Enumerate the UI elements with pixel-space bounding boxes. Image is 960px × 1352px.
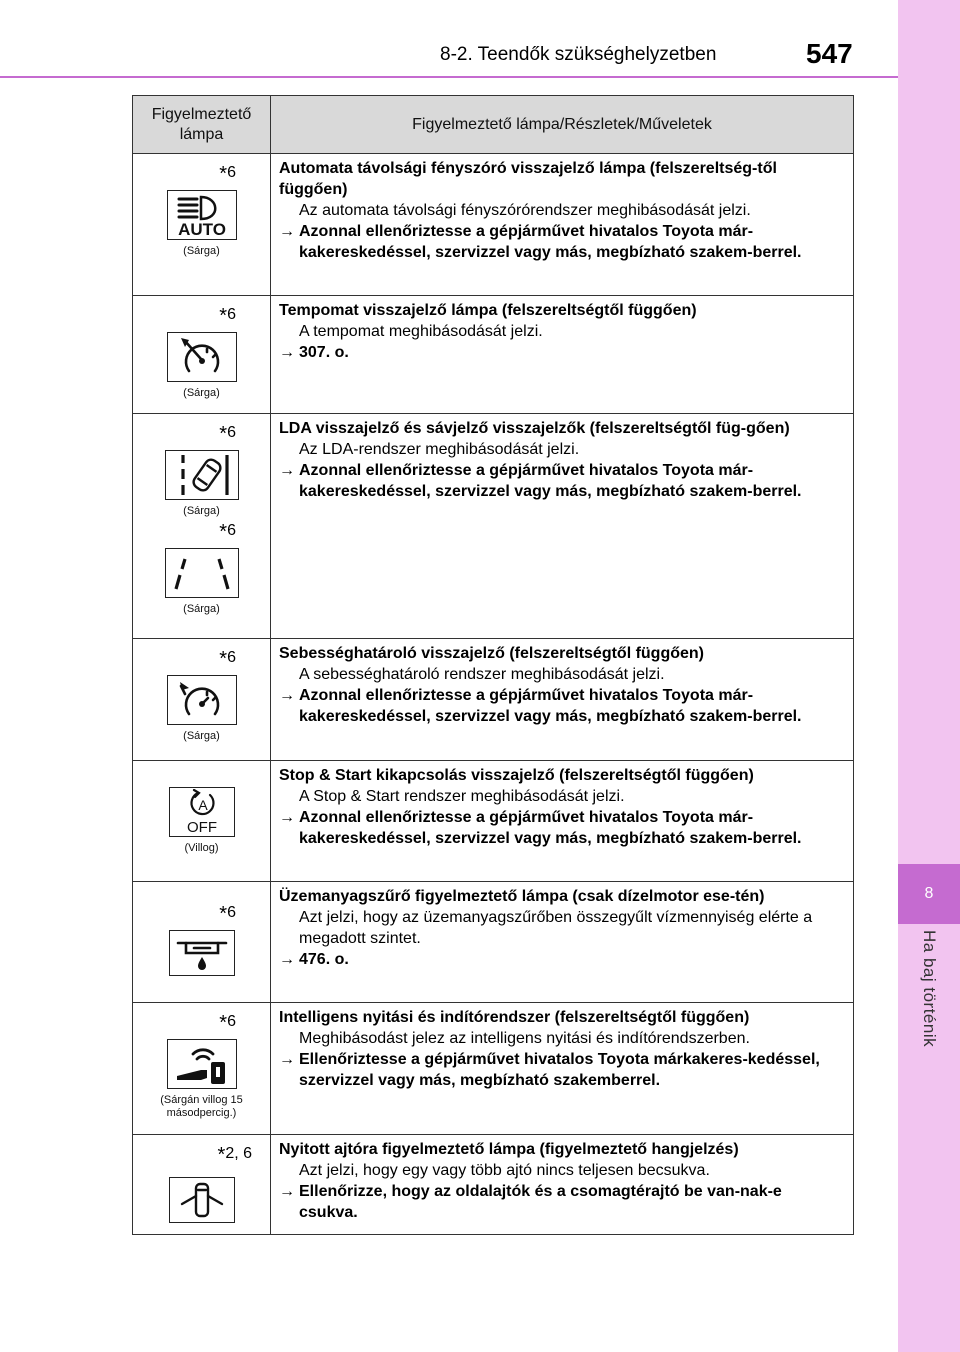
header-divider [0, 76, 898, 78]
page-number: 547 [806, 38, 853, 69]
chapter-side-tab [898, 0, 960, 1352]
speed-limiter-icon [167, 675, 237, 725]
footnote-number: 6 [227, 1013, 236, 1030]
lamp-description [271, 296, 854, 414]
lamp-cell [133, 154, 271, 296]
footnote-marker: *6 [219, 903, 236, 925]
svg-text:A: A [197, 797, 208, 813]
action-reference [279, 342, 841, 363]
action-text: Azonnal ellenőriztesse a gépjárművet hivatalos Toyota már-kakereskedéssel, szervizzel vagy más, megbízható szakem-berrel. [299, 809, 802, 847]
table-row [133, 296, 854, 414]
chapter-number: 8 [924, 885, 934, 902]
action-text: Azonnal ellenőriztesse a gépjárművet hivatalos Toyota már-kakereskedéssel, szervizzel vagy más, megbízható szakem-berrel. [299, 687, 802, 725]
lamp-description [271, 414, 854, 639]
footnote-number: 6 [227, 424, 236, 441]
arrow-icon: → [279, 223, 295, 240]
lamp-description [271, 639, 854, 761]
chapter-title-vertical [898, 930, 960, 1130]
table-row [133, 1003, 854, 1135]
lamp-description [271, 154, 854, 296]
arrow-icon: → [279, 344, 295, 361]
lamp-title: LDA visszajelző és sávjelző visszajelzők (felszereltségtől füg-gően) [279, 420, 790, 437]
lamp-body: Az LDA-rendszer meghibásodását jelzi. [299, 441, 580, 458]
fuel-filter-icon [169, 930, 235, 976]
lamp-body: Meghibásodást jelez az intelligens nyitási és indítórendszerben. [299, 1030, 750, 1047]
action-reference [279, 1181, 841, 1223]
lane-departure-icon [165, 450, 239, 500]
stop-start-off-icon [169, 787, 235, 837]
arrow-icon: → [279, 951, 295, 968]
action-reference [279, 807, 841, 849]
page-reference: 307. o. [299, 344, 349, 361]
arrow-icon: → [279, 462, 295, 479]
footnote-number: 6 [227, 521, 236, 539]
lamp-body: A sebességhatároló rendszer meghibásodását jelzi. [299, 666, 665, 683]
smart-key-icon [167, 1039, 237, 1089]
footnote-number: 6 [227, 306, 236, 323]
lamp-color-caption: (Sárga) [183, 245, 220, 257]
lamp-title: Nyitott ajtóra figyelmeztető lámpa (figyelmeztető hangjelzés) [279, 1141, 739, 1158]
footnote-marker: *6 [219, 163, 236, 185]
action-text: Azonnal ellenőriztesse a gépjárművet hivatalos Toyota már-kakereskedéssel, szervizzel vagy más, megbízható szakem-berrel. [299, 223, 802, 261]
footnote-number: 6 [227, 649, 236, 666]
table-row [133, 414, 854, 639]
lamp-body: Az automata távolsági fényszórórendszer meghibásodását jelzi. [299, 202, 751, 219]
lamp-description [271, 1003, 854, 1135]
action-text: Ellenőriztesse a gépjárművet hivatalos Toyota márkakeres-kedéssel, szervizzel vagy más, megbízható szakemberrel. [299, 1051, 820, 1089]
lamp-cell [133, 639, 271, 761]
lamp-title: Automata távolsági fényszóró visszajelző lámpa (felszereltség-től függően) [279, 160, 777, 198]
arrow-icon: → [279, 687, 295, 704]
lamp-title: Stop & Start kikapcsolás visszajelző (felszereltségtől függően) [279, 767, 754, 784]
section-title: 8-2. Teendők szükséghelyzetben [440, 44, 717, 65]
lamp-color-caption: (Sárga) [183, 602, 220, 615]
arrow-icon: → [279, 1183, 295, 1200]
column-header-lamp-label: Figyelmeztető lámpa [151, 105, 252, 143]
lamp-body: Azt jelzi, hogy az üzemanyagszűrőben összegyűlt vízmennyiség elérte a megadott szintet. [299, 909, 813, 947]
lamp-body: Azt jelzi, hogy egy vagy több ajtó nincs teljesen becsukva. [299, 1162, 710, 1179]
lamp-status-caption: (Villog) [184, 842, 219, 854]
action-text: Ellenőrizze, hogy az oldalajtók és a csomagtérajtó be van-nak-e csukva. [299, 1183, 782, 1221]
lamp-description [271, 882, 854, 1003]
lamp-title: Sebességhatároló visszajelző (felszereltségtől függően) [279, 645, 704, 662]
lamp-description [271, 761, 854, 882]
table-row [133, 1135, 854, 1235]
chapter-number-badge [898, 864, 960, 924]
footnote-marker: *6 [219, 648, 236, 670]
footnote-marker: *6 [219, 520, 236, 543]
column-header-details: Figyelmeztető lámpa/Részletek/Műveletek [271, 96, 854, 154]
action-reference [279, 221, 841, 263]
action-reference [279, 460, 841, 502]
svg-text:AUTO: AUTO [177, 220, 226, 237]
off-label: OFF [186, 819, 217, 835]
lamp-cell [133, 1003, 271, 1135]
lamp-color-caption: (Sárga) [183, 505, 220, 517]
lamp-title: Intelligens nyitási és indítórendszer (felszereltségtől függően) [279, 1009, 750, 1026]
warning-lamp-table [132, 95, 854, 1235]
page-reference: 476. o. [299, 951, 349, 968]
chapter-title: Ha baj történik [920, 930, 939, 1048]
footnote-marker: *2, 6 [217, 1144, 252, 1166]
action-reference [279, 949, 841, 970]
footnote-number: 6 [227, 164, 236, 181]
lamp-title: Üzemanyagszűrő figyelmeztető lámpa (csak dízelmotor ese-tén) [279, 888, 765, 905]
lamp-body: A Stop & Start rendszer meghibásodását jelzi. [299, 788, 625, 805]
lamp-status-caption: (Sárgán villog 15 másodpercig.) [160, 1094, 243, 1119]
lamp-title: Tempomat visszajelző lámpa (felszereltségtől függően) [279, 302, 697, 319]
action-reference [279, 685, 841, 727]
auto-high-beam-icon [167, 190, 237, 240]
lamp-color-caption: (Sárga) [183, 387, 220, 399]
table-row [133, 154, 854, 296]
table-row [133, 639, 854, 761]
footnote-number: 6 [227, 904, 236, 921]
table-row [133, 761, 854, 882]
table-header-row [133, 96, 854, 154]
door-open-icon [169, 1177, 235, 1223]
lamp-description [271, 1135, 854, 1235]
action-text: Azonnal ellenőriztesse a gépjárművet hivatalos Toyota már-kakereskedéssel, szervizzel vagy más, megbízható szakem-berrel. [299, 462, 802, 500]
lamp-cell [133, 296, 271, 414]
action-reference [279, 1049, 841, 1091]
lamp-color-caption: (Sárga) [183, 730, 220, 742]
lamp-body: A tempomat meghibásodását jelzi. [299, 323, 543, 340]
footnote-marker: *6 [219, 423, 236, 445]
lamp-cell [133, 882, 271, 1003]
arrow-icon: → [279, 1051, 295, 1068]
table-row [133, 882, 854, 1003]
lamp-cell [133, 414, 271, 639]
lane-lines-icon [165, 548, 239, 598]
footnote-marker: *6 [219, 305, 236, 327]
arrow-icon: → [279, 809, 295, 826]
column-header-lamp [133, 96, 271, 154]
lamp-cell [133, 761, 271, 882]
lamp-cell [133, 1135, 271, 1235]
footnote-number: 2, 6 [225, 1145, 252, 1162]
footnote-marker: *6 [219, 1012, 236, 1034]
cruise-control-icon [167, 332, 237, 382]
